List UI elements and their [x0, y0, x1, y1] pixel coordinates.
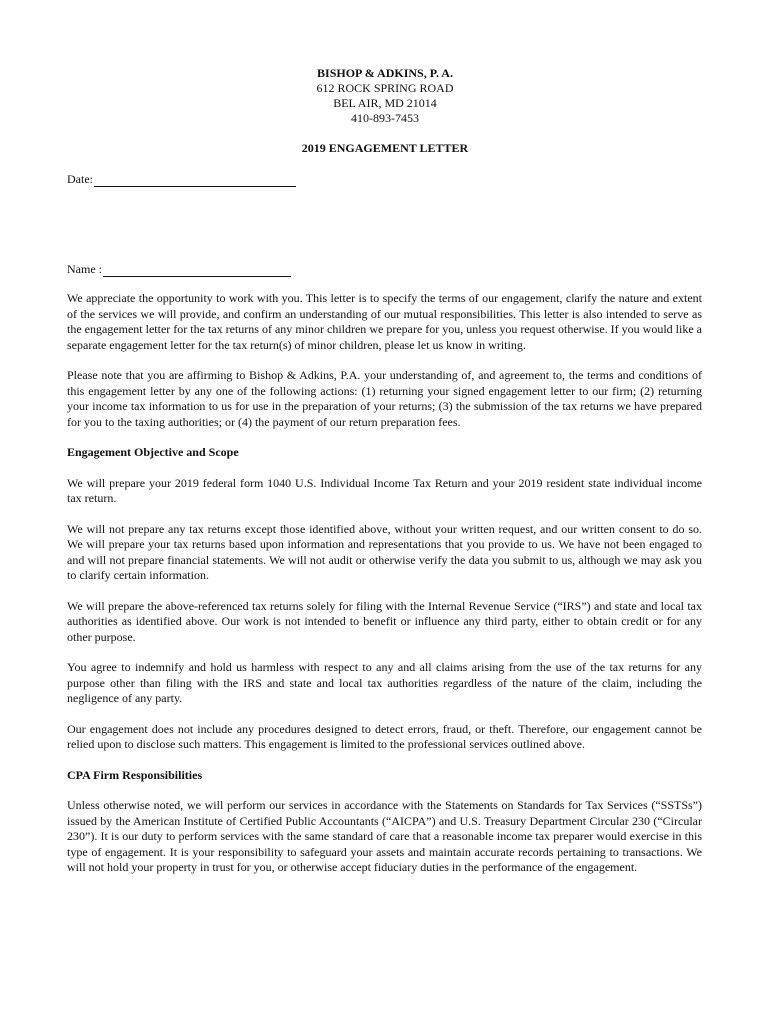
letter-body: [67, 291, 702, 891]
intro-paragraph-1: We appreciate the opportunity to work with you. This letter is to specify the terms of our engagement, clarify the nature and extent of the services we will provide, and confirm an understanding of our mutual responsibilities. This letter is also intended to serve as the engagement letter for the tax returns of any minor children we prepare for you, unless you request otherwise. If you would like a separate engagement letter for the tax return(s) of minor children, please let us know in writing.: [67, 291, 702, 352]
firm-name: BISHOP & ADKINS, P. A.: [317, 66, 453, 80]
date-label: Date:: [67, 172, 93, 186]
date-field[interactable]: [67, 172, 296, 187]
name-field[interactable]: [67, 262, 291, 277]
address-line-2: BEL AIR, MD 21014: [333, 96, 437, 110]
name-label: Name :: [67, 262, 102, 276]
responsibilities-paragraph-1: Unless otherwise noted, we will perform our services in accordance with the Statements on Standards for Tax Services (“SSTSs”) issued by the American Institute of Certified Public Accountants (“AICPA”) and U.S. Treasury Department Circular 230 (“Circular 230”). It is our duty to perform services with the same standard of care that a reasonable income tax preparer would exercise in this type of engagement. It is your responsibility to safeguard your assets and maintain accurate records pertaining to transactions. We will not hold your property in trust for you, or otherwise accept fiduciary duties in the performance of the engagement.: [67, 798, 702, 874]
phone-number: 410-893-7453: [351, 111, 419, 125]
section-heading-responsibilities: CPA Firm Responsibilities: [67, 767, 203, 782]
scope-paragraph-4: You agree to indemnify and hold us harmless with respect to any and all claims arising from the use of the tax returns for any purpose other than filing with the IRS and state and local tax authorities regardless of the nature of the claim, including the negligence of any party.: [67, 660, 702, 705]
address-line-1: 612 ROCK SPRING ROAD: [316, 81, 454, 95]
intro-paragraph-2: Please note that you are affirming to Bishop & Adkins, P.A. your understanding of, and agreement to, the terms and conditions of this engagement letter by any one of the following actions: (1) returning your signed engagement letter to our firm; (2) returning your income tax information to us for use in the preparation of your returns; (3) the submission of the tax returns we have prepared for you to the taxing authorities; or (4) the payment of our return preparation fees.: [67, 368, 702, 429]
scope-paragraph-2: We will not prepare any tax returns except those identified above, without your written request, and our written consent to do so. We will prepare your tax returns based upon information and representations that you provide to us. We have not been engaged to and will not prepare financial statements. We will not audit or otherwise verify the data you submit to us, although we may ask you to clarify certain information.: [67, 521, 702, 582]
document-title: 2019 ENGAGEMENT LETTER: [301, 141, 469, 155]
scope-paragraph-1: We will prepare your 2019 federal form 1040 U.S. Individual Income Tax Return and your 2019 resident state individual income tax return.: [67, 475, 702, 505]
letterhead: [0, 66, 770, 126]
section-heading-scope: Engagement Objective and Scope: [67, 445, 239, 459]
name-blank-line[interactable]: [103, 265, 291, 277]
scope-paragraph-5: Our engagement does not include any procedures designed to detect errors, fraud, or theft. Therefore, our engagement cannot be relied upon to disclose such matters. This engagement is limited to the professional services outlined above.: [67, 721, 702, 751]
scope-paragraph-3: We will prepare the above-referenced tax returns solely for filing with the Internal Revenue Service (“IRS”) and state and local tax authorities as identified above. Our work is not intended to benefit or influence any third party, either to obtain credit or for any other purpose.: [67, 598, 702, 644]
date-blank-line[interactable]: [94, 175, 296, 187]
